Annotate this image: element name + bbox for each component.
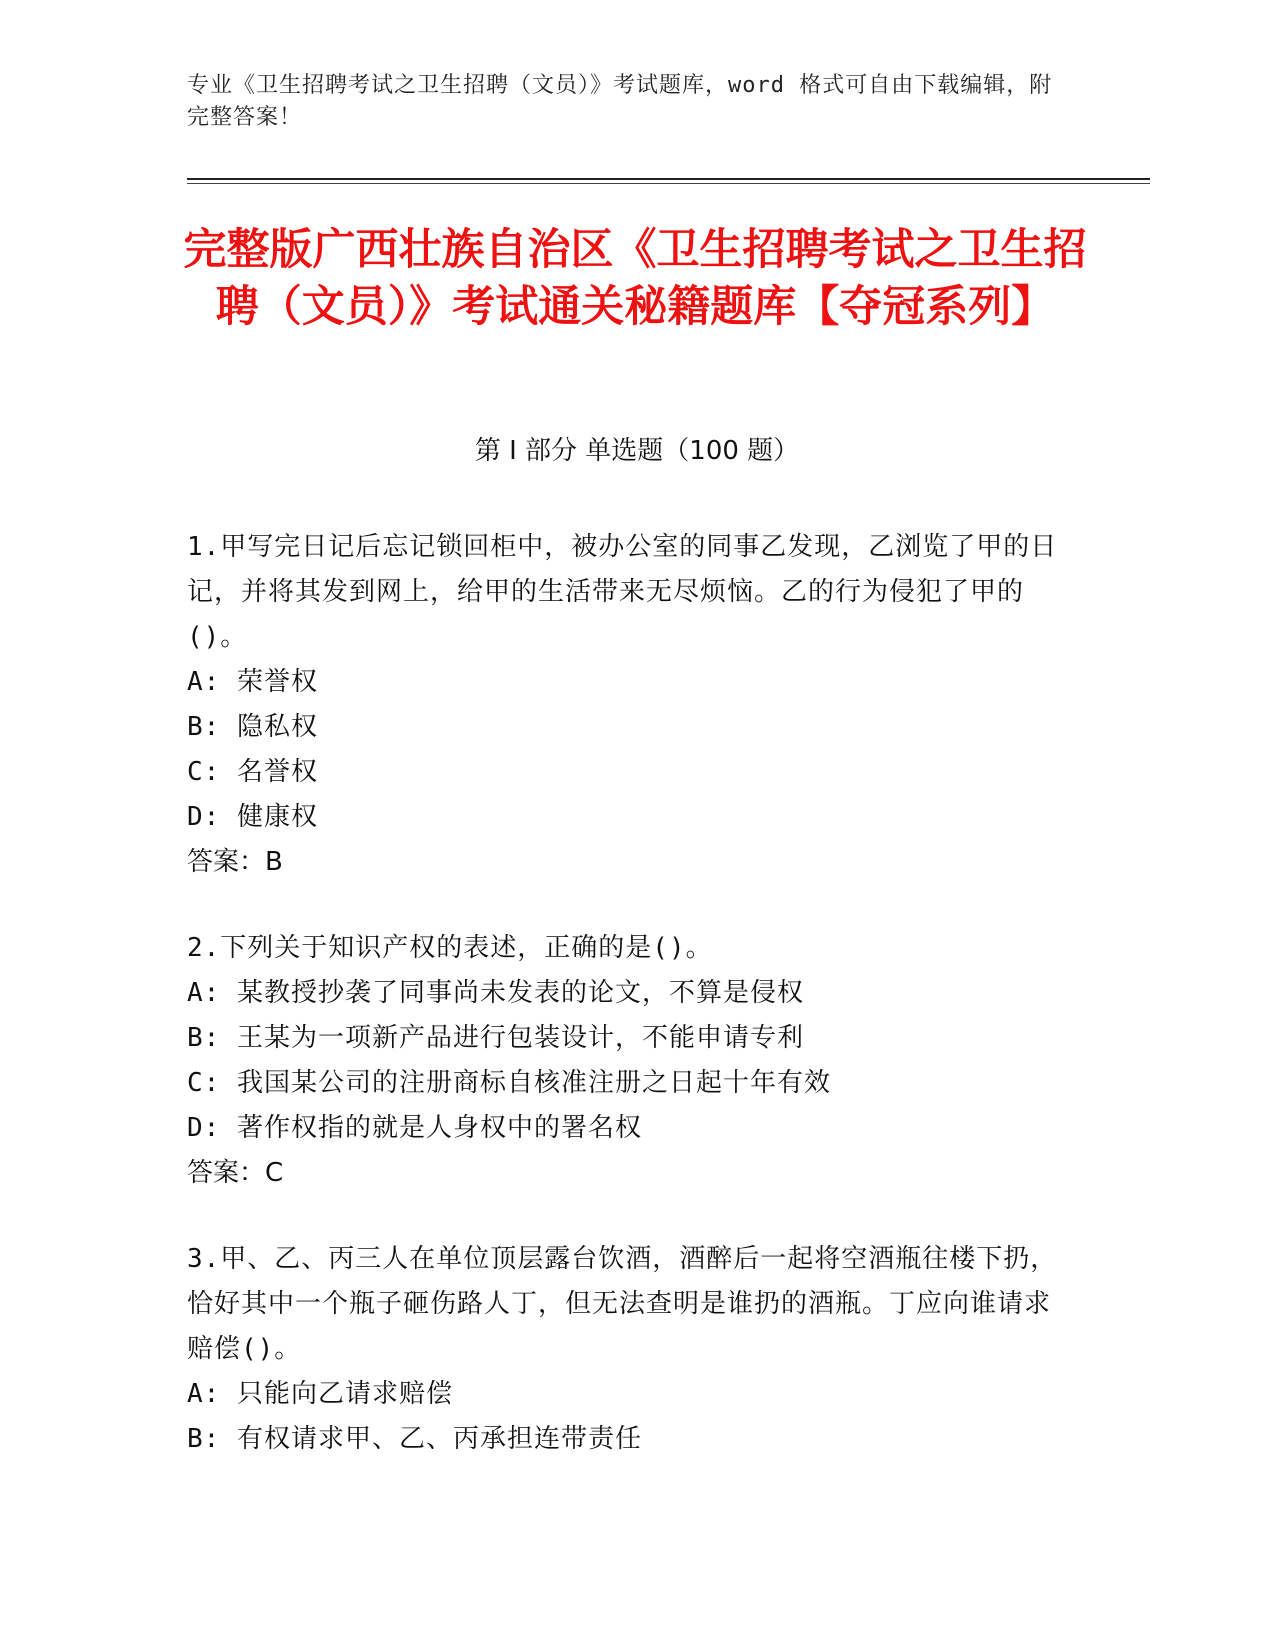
question-3	[187, 1237, 1067, 1462]
option-a: A: 只能向乙请求赔偿	[187, 1379, 453, 1409]
question-stem: 3.甲、乙、丙三人在单位顶层露台饮酒，酒醉后一起将空酒瓶往楼下扔，恰好其中一个瓶子砸伤路人丁，但无法查明是谁扔的酒瓶。丁应向谁请求赔偿()。	[187, 1244, 1058, 1364]
header-note: 专业《卫生招聘考试之卫生招聘（文员）》考试题库，word 格式可自由下载编辑，附完整答案！	[187, 73, 1053, 130]
question-2	[187, 926, 1067, 1196]
option-c: C: 我国某公司的注册商标自核准注册之日起十年有效	[187, 1068, 831, 1098]
option-d: D: 健康权	[187, 802, 318, 832]
question-1	[187, 525, 1067, 885]
option-b: B: 王某为一项新产品进行包装设计，不能申请专利	[187, 1023, 804, 1053]
option-c: C: 名誉权	[187, 757, 318, 787]
document-title: 完整版广西壮族自治区《卫生招聘考试之卫生招聘（文员）》考试通关秘籍题库【夺冠系列】	[183, 225, 1087, 332]
question-spacer	[187, 885, 1067, 926]
question-stem: 2.下列关于知识产权的表述，正确的是()。	[187, 933, 713, 963]
option-b: B: 有权请求甲、乙、丙承担连带责任	[187, 1424, 642, 1454]
answer-label: 答案：C	[187, 1158, 284, 1188]
option-a: A: 某教授抄袭了同事尚未发表的论文，不算是侵权	[187, 978, 804, 1008]
option-a: A: 荣誉权	[187, 667, 318, 697]
header-rule-thick	[187, 178, 1150, 180]
option-d: D: 著作权指的就是人身权中的署名权	[187, 1113, 642, 1143]
header-rule-thin	[187, 183, 1150, 184]
option-b: B: 隐私权	[187, 712, 318, 742]
question-stem: 1.甲写完日记后忘记锁回柜中，被办公室的同事乙发现，乙浏览了甲的日记，并将其发到网上，给甲的生活带来无尽烦恼。乙的行为侵犯了甲的()。	[187, 532, 1058, 652]
answer-label: 答案：B	[187, 847, 283, 877]
question-list	[187, 525, 1067, 1462]
section-heading: 第 I 部分 单选题（100 题）	[474, 436, 800, 466]
question-spacer	[187, 1196, 1067, 1237]
